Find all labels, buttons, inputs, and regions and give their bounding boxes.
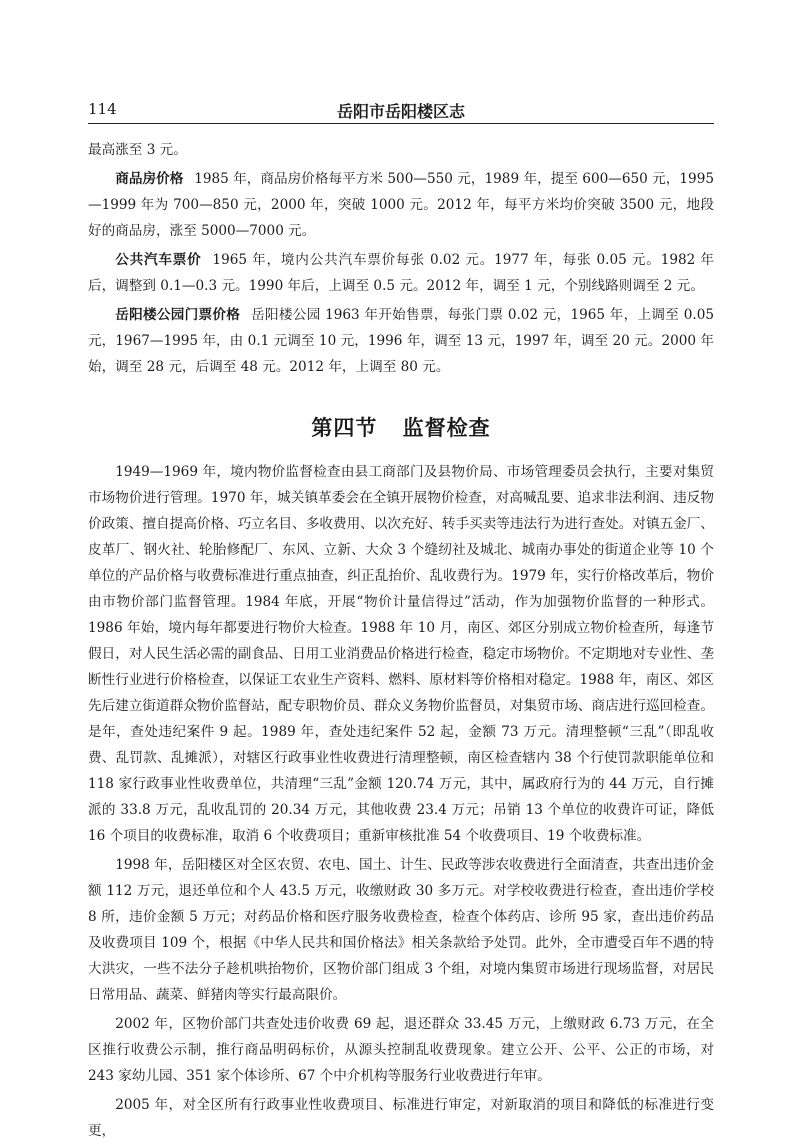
section-paragraph: 1998 年，岳阳楼区对全区农贸、农电、国土、计生、民政等涉农收费进行全面清查，共查出违价金额 112 万元，退还单位和个人 43.5 万元，收缴财政 30 多万元。对学校收费进行检查，查出违价学校 8 所，违价金额 5 万元；对药品价格和医疗服务收费检查，检查个体药店、诊所 95 家，查出违价药品及收费项目 109 个，根据《中华人民共和国价格法》相关条款给予处罚。此外，全市遭受百年不遇的特大洪灾，一些不法分子趁机哄抬物价，区物价部门组成 3 个组，对境内集贸市场进行现场监督，对居民日常用品、蔬菜、鲜猪肉等实行最高限价。 [88, 857, 714, 1003]
section-heading [88, 415, 714, 441]
document-page [88, 0, 715, 1139]
section-paragraph: 1949—1969 年，境内物价监督检查由县工商部门及县物价局、市场管理委员会执行，主要对集贸市场物价进行管理。1970 年，城关镇革委会在全镇开展物价检查，对高喊乱要、追求非法利润、违反物价政策、擅自提高价格、巧立名目、多收费用、以次充好、转手买卖等违法行为进行查处。对镇五金厂、皮革厂、钢火社、轮胎修配厂、东风、立新、大众 3 个缝纫社及城北、城南办事处的街道企业等 10 个单位的产品价格与收费标准进行重点抽查，纠正乱抬价、乱收费行为。1979 年，实行价格改革后，物价由市物价部门监督管理。1984 年底，开展“物价计量信得过”活动，作为加强物价监督的一种形式。1986 年始，境内每年都要进行物价大检查。1988 年 10 月，南区、郊区分别成立物价检查所，每逢节假日，对人民生活必需的副食品、日用工业消费品价格进行检查，稳定市场物价。不定期地对专业性、垄断性行业进行价格检查，以保证工农业生产资料、燃料、原材料等价格相对稳定。1988 年，南区、郊区先后建立街道群众物价监督站，配专职物价员、群众义务物价监督员，对集贸市场、商店进行巡回检查。是年，查处违纪案件 9 起。1989 年，查处违纪案件 52 起，金额 73 万元。清理整顿“三乱”（即乱收费、乱罚款、乱摊派），对辖区行政事业性收费进行清理整顿，南区检查辖内 38 个行使罚款职能单位和 118 家行政事业性收费单位，共清理“三乱”金额 120.74 万元，其中，属政府行为的 44 万元，自行摊派的 33.8 万元，乱收乱罚的 20.34 万元，其他收费 23.4 万元；吊销 13 个单位的收费许可证，降低 16 个项目的收费标准，取消 6 个收费项目；重新审核批准 54 个收费项目、19 个收费标准。 [88, 464, 714, 844]
price-item-text: 1965 年，境内公共汽车票价每张 0.02 元。1977 年，每张 0.05 元。1982 年后，调整到 0.1—0.3 元。1990 年后，上调至 0.5 元。2012 年，调至 1 元，个别线路则调至 2 元。 [88, 252, 714, 294]
price-item-park-ticket [88, 302, 714, 380]
page-number: 114 [88, 100, 117, 118]
section-number: 第四节 [311, 416, 378, 440]
continuation-paragraph: 最高涨至 3 元。 [88, 142, 187, 158]
section-paragraph: 2005 年，对全区所有行政事业性收费项目、标准进行审定，对新取消的项目和降低的标准进行变更， [88, 1097, 714, 1139]
price-item-term: 岳阳楼公园门票价格 [115, 307, 241, 323]
price-item-text: 1985 年，商品房价格每平方米 500—550 元，1989 年，提至 600—650 元，1995—1999 年为 700—850 元，2000 年，突破 1000 元。2012 年，每平方米均价突破 3500 元，地段好的商品房，涨至 5000—7000 元。 [88, 171, 715, 239]
section-paragraph: 2002 年，区物价部门共查处违价收费 69 起，退还群众 33.45 万元，上缴财政 6.73 万元，在全区推行收费公示制，推行商品明码标价，从源头控制乱收费现象。建立公开、公平、公正的市场，对 243 家幼儿园、351 家个体诊所、67 个中介机构等服务行业收费进行年审。 [88, 1016, 714, 1084]
price-item-term: 公共汽车票价 [115, 252, 202, 268]
page-header [88, 0, 714, 123]
price-item-term: 商品房价格 [115, 171, 184, 187]
header-rule [88, 123, 714, 124]
page-content [88, 137, 714, 1147]
running-title: 岳阳市岳阳楼区志 [336, 102, 465, 121]
price-item-bus-fare [88, 247, 714, 299]
price-item-text: 岳阳楼公园 1963 年开始售票，每张门票 0.02 元，1965 年，上调至 0.05 元，1967—1995 年，由 0.1 元调至 10 元，1996 年，调至 13 元，1997 年，调至 20 元。2000 年始，调至 28 元，后调至 48 元。2012 年，上调至 80 元。 [88, 307, 715, 375]
section-title: 监督检查 [402, 416, 491, 440]
price-item-commercial-housing [88, 166, 714, 244]
